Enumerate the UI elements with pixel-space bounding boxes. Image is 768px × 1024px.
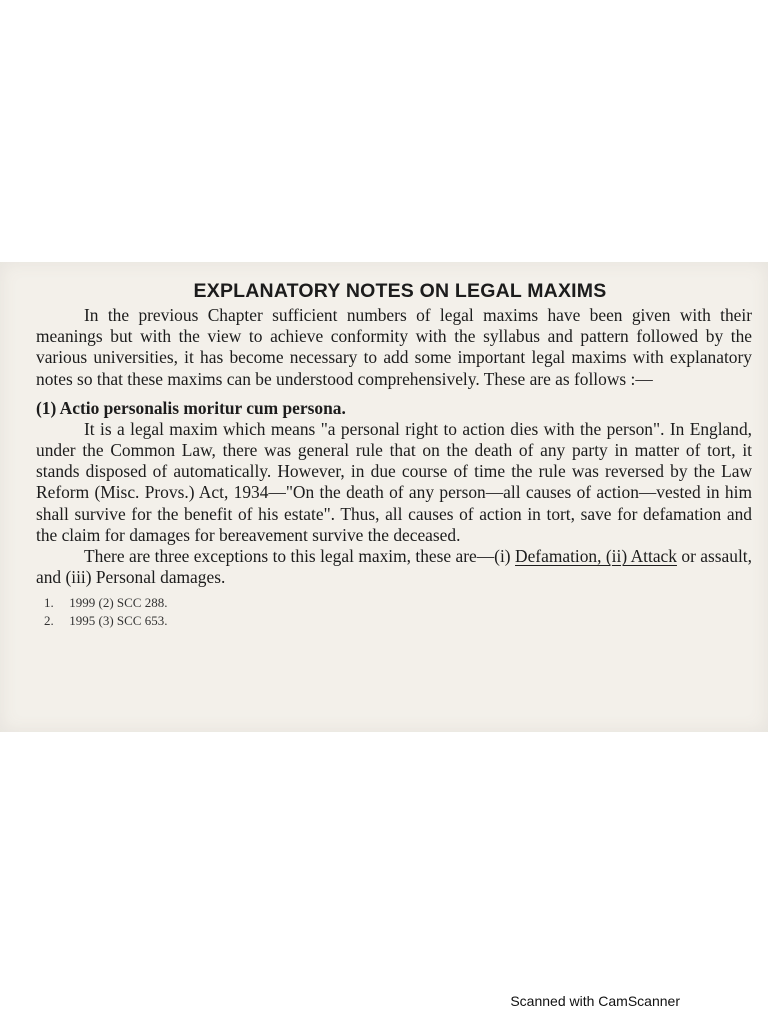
- scanned-page: [0, 262, 768, 732]
- footnote: [44, 594, 752, 612]
- section-1-maxim: Actio personalis moritur cum persona.: [59, 397, 346, 418]
- paragraph-2-underlined: Defamation, (ii) Attack: [515, 546, 677, 567]
- intro-paragraph: In the previous Chapter sufficient numbers of legal maxims have been given with their meanings but with the view to achieve conformity with the syllabus and pattern followed by the various universities, it has become necessary to add some important legal maxims with explanatory notes so that these maxims can be understood comprehensively. These are as follows :—: [36, 305, 752, 389]
- footnote-number: 1.: [44, 595, 54, 611]
- page-heading: EXPLANATORY NOTES ON LEGAL MAXIMS: [193, 280, 607, 302]
- paragraph-2-end: or assault, and (iii) Personal damages.: [36, 546, 752, 588]
- paragraph-2-start: There are three exceptions to this legal maxim, these are—(i): [84, 546, 511, 567]
- camscanner-watermark: Scanned with CamScanner: [510, 993, 680, 1009]
- footnote-number: 2.: [44, 613, 54, 629]
- footnotes: [36, 594, 752, 630]
- footnote: [44, 612, 752, 630]
- footnote-text: 1995 (3) SCC 653.: [69, 613, 168, 629]
- section-1-paragraph-1: It is a legal maxim which means "a personal right to action dies with the person". In England, under the Common Law, there was general rule that on the death of any party in matter of tort, it stands disposed of automatically. However, in due course of time the rule was reversed by the Law Reform (Misc. Provs.) Act, 1934—"On the death of any person—all causes of action—vested in him shall survive for the benefit of his estate". Thus, all causes of action in tort, save for defamation and the claim for damages for bereavement survive the deceased.: [36, 418, 752, 545]
- section-1-number: (1): [36, 397, 57, 418]
- footnote-text: 1999 (2) SCC 288.: [69, 595, 168, 611]
- page-content: [36, 280, 752, 630]
- section-1-title: [36, 397, 752, 419]
- section-1-paragraph-2: [36, 546, 752, 588]
